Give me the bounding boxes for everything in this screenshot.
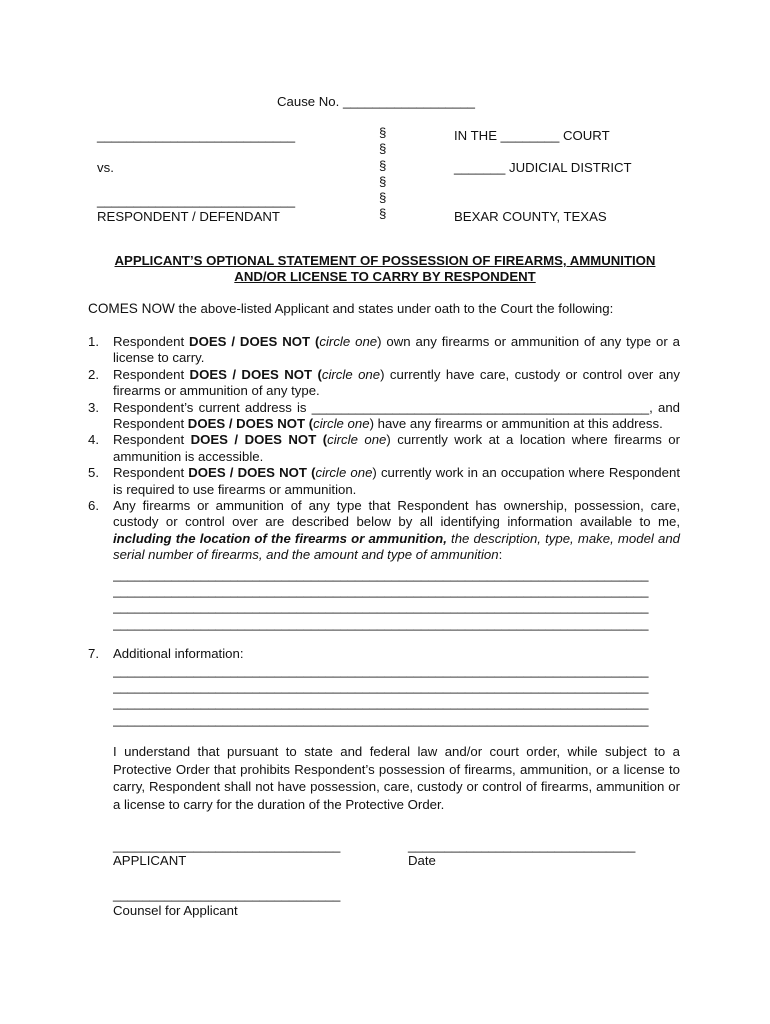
counsel-signature-line[interactable]: _______________________________	[113, 887, 341, 902]
court-field[interactable]: IN THE ________ COURT	[454, 128, 610, 143]
item-number: 5.	[88, 465, 99, 481]
respondent-label: RESPONDENT / DEFENDANT	[97, 209, 280, 224]
list-item	[88, 465, 680, 498]
vs-label: vs.	[97, 160, 114, 175]
additional-info-line[interactable]: _________________________________________________________________________	[113, 711, 649, 727]
item-text: Additional information:	[113, 646, 244, 662]
item-number: 1.	[88, 334, 99, 349]
firearms-description-line[interactable]: _________________________________________________________________________	[113, 599, 649, 615]
additional-info-line[interactable]: _________________________________________________________________________	[113, 679, 649, 695]
judicial-district-field[interactable]: _______ JUDICIAL DISTRICT	[454, 160, 632, 175]
date-line[interactable]: _______________________________	[408, 838, 636, 853]
firearms-description-line[interactable]: _________________________________________________________________________	[113, 583, 649, 599]
does-does-not-choice[interactable]: DOES / DOES NOT	[187, 416, 306, 432]
list-item	[88, 367, 680, 400]
statement-list	[88, 334, 680, 728]
list-item	[88, 646, 680, 728]
cause-number: Cause No. __________________	[277, 94, 475, 109]
item-number: 4.	[88, 432, 99, 448]
county-label: BEXAR COUNTY, TEXAS	[454, 209, 607, 224]
does-does-not-choice[interactable]: DOES / DOES NOT	[189, 366, 313, 382]
firearms-description-line[interactable]: _________________________________________________________________________	[113, 615, 649, 631]
item-text: Respondent DOES / DOES NOT (circle one) currently work at a location where firearms or ammunition is accessible.	[113, 432, 680, 464]
firearms-description-line[interactable]: _________________________________________________________________________	[113, 566, 649, 582]
does-does-not-choice[interactable]: DOES / DOES NOT	[189, 334, 311, 349]
item-text: Respondent’s current address is ______________________________________________, and Respondent DOES / DOES NOT (circle one) have any firearms or ammunition at this address.	[113, 399, 680, 432]
intro-paragraph	[88, 301, 613, 317]
section-mark: §	[379, 125, 387, 140]
title-line-2: AND/OR LICENSE TO CARRY BY RESPONDENT	[234, 269, 536, 284]
section-mark: §	[379, 157, 387, 173]
item-number: 2.	[88, 366, 99, 382]
section-mark: §	[379, 141, 387, 157]
applicant-name-blank[interactable]: ___________________________	[97, 128, 296, 143]
respondent-name-blank[interactable]: ___________________________	[97, 193, 296, 208]
does-does-not-choice[interactable]: DOES / DOES NOT	[190, 432, 317, 448]
counsel-label: Counsel for Applicant	[113, 903, 238, 918]
address-field[interactable]: Respondent’s current address is ______________________________________________, and Respondent	[113, 399, 680, 432]
document-title	[60, 253, 710, 285]
item-number: 7.	[88, 646, 99, 662]
list-item	[88, 334, 680, 367]
item-number: 3.	[88, 399, 99, 415]
comes-now-label: COMES NOW	[88, 301, 175, 316]
item-text: Respondent DOES / DOES NOT (circle one) currently have care, custody or control over any firearms or ammunition of any type.	[113, 366, 680, 399]
date-label: Date	[408, 853, 436, 868]
list-item	[88, 400, 680, 433]
item-text: Any firearms or ammunition of any type that Respondent has ownership, possession, care, custody or control over are described below by all identifying information available to me, including the location of the firearms or ammunition, the description, type, make, model and serial number of firearms, and the amount and type of ammunition:	[113, 498, 680, 563]
list-item	[88, 498, 680, 632]
understanding-statement: I understand that pursuant to state and federal law and/or court order, while subject to a Protective Order that prohibits Respondent’s possession of firearms, ammunition, or a license to carry, Respondent shall not have possession, care, custody or control of firearms, ammunition or a license to carry for the duration of the Protective Order.	[113, 744, 680, 812]
title-line-1: APPLICANT’S OPTIONAL STATEMENT OF POSSESSION OF FIREARMS, AMMUNITION	[114, 253, 656, 268]
section-mark: §	[379, 173, 387, 189]
applicant-signature-line[interactable]: _______________________________	[113, 838, 341, 853]
item-text: Respondent DOES / DOES NOT (circle one) own any firearms or ammunition of any type or a license to carry.	[113, 334, 680, 366]
does-does-not-choice[interactable]: DOES / DOES NOT	[188, 465, 307, 481]
additional-info-line[interactable]: _________________________________________________________________________	[113, 695, 649, 711]
item-number: 6.	[88, 498, 99, 514]
section-mark: §	[379, 206, 387, 222]
list-item	[88, 432, 680, 465]
section-mark: §	[379, 190, 387, 206]
intro-text: the above-listed Applicant and states under oath to the Court the following:	[174, 301, 614, 316]
item-text: Respondent DOES / DOES NOT (circle one) currently work in an occupation where Respondent is required to use firearms or ammunition.	[113, 465, 680, 497]
section-marks	[379, 125, 386, 223]
additional-info-line[interactable]: _________________________________________________________________________	[113, 662, 649, 678]
applicant-label: APPLICANT	[113, 853, 187, 868]
